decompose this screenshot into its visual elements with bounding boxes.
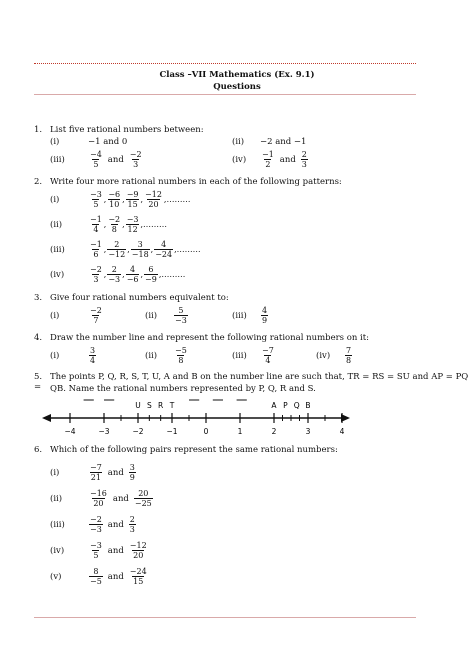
number-line-tick-label: −4 [64, 427, 76, 436]
numerator: 2 [129, 515, 135, 524]
fraction [89, 265, 103, 284]
part-label: (i) [50, 137, 60, 147]
question-4 [34, 333, 369, 343]
and-word: and [107, 519, 124, 530]
question-6 [34, 445, 338, 455]
bottom-divider [34, 617, 416, 618]
denominator: 12 [127, 225, 138, 234]
fraction [107, 215, 121, 234]
q4-part-iii [232, 346, 276, 365]
comma: , [103, 245, 107, 254]
part-label: (iii) [50, 154, 65, 165]
q4-part-i [50, 346, 97, 365]
question-3 [34, 293, 229, 303]
numerator: −6 [108, 190, 121, 199]
denominator: 10 [109, 200, 120, 209]
comma: , [103, 220, 107, 229]
part-text: −2 and −1 [260, 137, 307, 147]
comma: , [122, 195, 125, 204]
fraction: $\frac{-1}{2}$ [262, 150, 274, 169]
number-line-tick-label: −3 [98, 427, 110, 436]
question-1 [34, 125, 204, 135]
fraction [144, 265, 158, 284]
and-word: and [107, 467, 124, 478]
numerator: 3 [137, 240, 143, 249]
denominator: −12 [108, 250, 126, 259]
denominator: 15 [133, 577, 144, 586]
fraction [89, 240, 103, 259]
denominator: −9 [145, 275, 157, 284]
denominator: 20 [93, 499, 104, 508]
numerator: −3 [126, 215, 139, 224]
ellipsis: ,……… [140, 220, 168, 229]
comma: , [140, 270, 144, 279]
numerator: −1 [90, 215, 102, 224]
question-text: Write four more rational numbers in each of the following patterns: [50, 177, 342, 187]
denominator: −3 [90, 525, 102, 534]
fraction: $\frac{3}{4}$ [90, 346, 96, 365]
question-number: 3. [34, 293, 43, 303]
numerator: −12 [145, 190, 162, 199]
fraction: $\frac{-7}{4}$ [262, 346, 274, 365]
fraction: $\frac{4}{9}$ [262, 306, 268, 325]
and-word: and [279, 154, 296, 165]
question-text-line-2: QB. Name the rational numbers represented by P, Q, R and S. [50, 384, 316, 394]
top-divider [34, 63, 416, 64]
fraction [89, 489, 108, 508]
ellipsis: ,……… [158, 270, 186, 279]
point-label: P [283, 401, 288, 410]
numerator: 2 [111, 265, 117, 274]
point-label: T [169, 401, 175, 410]
fraction [129, 567, 148, 586]
part-label: (iv) [232, 154, 247, 165]
question-text: Give four rational numbers equivalent to: [50, 293, 229, 303]
fraction [89, 463, 103, 482]
part-text: −1 and 0 [88, 137, 128, 147]
number-line-tick-label: 0 [203, 427, 209, 436]
numerator: 20 [138, 489, 149, 498]
fraction: $\frac{-5}{8}$ [175, 346, 187, 365]
part-label: (ii) [145, 310, 158, 321]
fraction [89, 190, 103, 209]
fraction [129, 463, 136, 482]
fraction [107, 240, 126, 259]
fraction: $\frac{2}{3}$ [301, 150, 307, 169]
fraction: $\frac{-2}{7}$ [90, 306, 102, 325]
numerator: −16 [90, 489, 107, 498]
denominator: 3 [93, 275, 99, 284]
numerator: −3 [90, 541, 102, 550]
q2-part-iv [50, 265, 185, 284]
and-word: and [107, 545, 124, 556]
page-subtitle: Questions [213, 82, 261, 92]
fraction [144, 190, 163, 209]
comma: , [150, 245, 154, 254]
numerator: 3 [129, 463, 135, 472]
fraction: $\frac{-4}{5}$ [90, 150, 102, 169]
fraction [126, 190, 140, 209]
point-label: Q [293, 401, 300, 410]
numerator: −24 [129, 567, 147, 576]
fraction [129, 541, 148, 560]
numerator: −12 [129, 541, 147, 550]
and-word: and [107, 571, 124, 582]
question-number: 1. [34, 125, 43, 135]
part-label: (i) [50, 194, 60, 205]
fraction [154, 240, 173, 259]
numerator: 4 [130, 265, 136, 274]
comma: , [122, 270, 125, 279]
denominator: −3 [108, 275, 121, 284]
numerator: 8 [93, 567, 99, 576]
question-text: List five rational numbers between: [50, 125, 204, 135]
q1-part-iii [50, 150, 144, 169]
denominator: 20 [148, 200, 159, 209]
question-number: 6. [34, 445, 43, 455]
q2-part-i [50, 190, 190, 209]
denominator: −24 [155, 250, 173, 259]
fraction [107, 190, 121, 209]
denominator: 5 [93, 551, 99, 560]
point-label: S [146, 401, 152, 410]
fraction: $\frac{-2}{3}$ [129, 150, 142, 169]
part-label: (i) [50, 350, 60, 361]
comma: , [140, 195, 144, 204]
page-title: Class –VII Mathematics (Ex. 9.1) [159, 70, 315, 80]
part-label: (ii) [50, 219, 63, 230]
question-number: 2. [34, 177, 43, 187]
q6-part [50, 541, 149, 560]
q4-part-ii [145, 346, 189, 365]
question-number: 4. [34, 333, 43, 343]
comma: , [127, 245, 130, 254]
fraction [126, 265, 140, 284]
comma: , [103, 195, 107, 204]
number-line-figure [40, 394, 356, 438]
numerator: −1 [90, 240, 102, 249]
part-label: (i) [50, 467, 60, 478]
denominator: 15 [127, 200, 138, 209]
q6-part [50, 567, 149, 586]
numerator: 6 [148, 265, 154, 274]
point-label: B [305, 401, 311, 410]
and-word: and [107, 154, 124, 165]
q2-part-iii [50, 240, 201, 259]
numerator: −2 [90, 515, 102, 524]
denominator: 21 [90, 473, 101, 482]
denominator: 9 [129, 473, 135, 482]
number-line-tick-label: 3 [305, 427, 311, 436]
part-label: (iii) [50, 244, 65, 255]
question-2 [34, 177, 342, 187]
question-text: Which of the following pairs represent the same rational numbers: [50, 445, 338, 455]
q3-part-ii [145, 306, 189, 325]
numerator: 4 [161, 240, 167, 249]
denominator: 20 [133, 551, 144, 560]
q1-part-iv [232, 150, 309, 169]
part-label: (iv) [50, 269, 65, 280]
question-text: Draw the number line and represent the following rational numbers on it: [50, 333, 370, 343]
question-text-line-1: The points P, Q, R, S, T, U, A and B on the number line are such that, TR = RS = SU and AP = PQ = [34, 372, 469, 392]
denominator: 8 [111, 225, 117, 234]
fraction [89, 567, 103, 586]
question-5-cont [50, 384, 316, 394]
denominator: −18 [131, 250, 149, 259]
fraction [89, 541, 103, 560]
part-label: (iii) [50, 519, 65, 530]
fraction [126, 215, 140, 234]
left-arrow-icon [42, 414, 51, 422]
denominator: 4 [93, 225, 99, 234]
fraction [134, 489, 153, 508]
ellipsis: ,……… [174, 245, 201, 254]
fraction [89, 515, 103, 534]
part-label: (ii) [232, 137, 245, 147]
fraction [89, 215, 103, 234]
numerator: 2 [114, 240, 120, 249]
part-label: (i) [50, 310, 60, 321]
and-word: and [112, 493, 129, 504]
denominator: 6 [93, 250, 99, 259]
part-label: (ii) [145, 350, 158, 361]
q3-part-i [50, 306, 104, 325]
q1-part-ii [232, 137, 306, 147]
number-line-tick-label: 4 [339, 427, 345, 436]
point-label: U [135, 401, 141, 410]
fraction [107, 265, 121, 284]
fraction: $\frac{7}{8}$ [346, 346, 352, 365]
denominator: 5 [93, 200, 99, 209]
point-label: A [271, 401, 277, 410]
number-line-tick-label: −2 [132, 427, 144, 436]
part-label: (iii) [232, 350, 247, 361]
fraction [131, 240, 150, 259]
number-line-tick-label: 1 [237, 427, 243, 436]
header-divider [34, 94, 416, 95]
q2-part-ii [50, 215, 167, 234]
q6-part [50, 463, 137, 482]
denominator: −5 [90, 577, 102, 586]
numerator: −2 [108, 215, 121, 224]
q6-part [50, 489, 154, 508]
numerator: −3 [90, 190, 102, 199]
part-label: (iii) [232, 310, 247, 321]
question-number: 5. [34, 372, 43, 382]
point-label: R [158, 401, 164, 410]
part-label: (v) [50, 571, 62, 582]
part-label: (iv) [316, 350, 331, 361]
denominator: 3 [129, 525, 135, 534]
number-line-tick-label: −1 [166, 427, 178, 436]
denominator: −25 [134, 499, 152, 508]
part-label: (iv) [50, 545, 65, 556]
number-line-tick-label: 2 [271, 427, 277, 436]
q1-part-i [50, 137, 127, 147]
q4-part-iv [316, 346, 353, 365]
numerator: −2 [90, 265, 102, 274]
comma: , [103, 270, 107, 279]
fraction [129, 515, 136, 534]
ellipsis: ,……… [163, 195, 191, 204]
q3-part-iii [232, 306, 269, 325]
part-label: (ii) [50, 493, 63, 504]
denominator: −6 [126, 275, 139, 284]
q6-part [50, 515, 137, 534]
numerator: −9 [126, 190, 139, 199]
fraction: $\frac{5}{-3}$ [175, 306, 187, 325]
comma: , [122, 220, 125, 229]
numerator: −7 [90, 463, 102, 472]
